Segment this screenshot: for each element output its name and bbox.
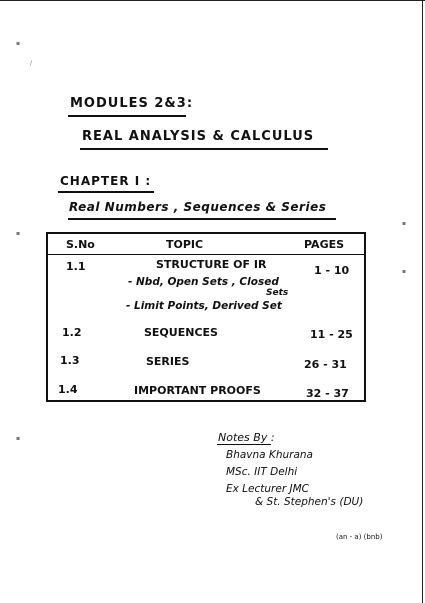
author-institution: & St. Stephen's (DU) bbox=[255, 496, 364, 508]
page-right-border bbox=[422, 0, 423, 603]
chapter-underline bbox=[58, 191, 154, 193]
row-sno: 1.1 bbox=[66, 260, 86, 273]
row-pages: 11 - 25 bbox=[310, 328, 353, 341]
header-sno: S.No bbox=[66, 238, 95, 251]
row-sno: 1.2 bbox=[62, 326, 82, 339]
author-position: Ex Lecturer JMC bbox=[226, 483, 309, 495]
stray-mark: ▪ bbox=[402, 268, 407, 275]
contents-table bbox=[46, 232, 366, 402]
row-topic: SERIES bbox=[146, 355, 190, 368]
chapter-label: CHAPTER I : bbox=[60, 174, 152, 188]
chapter-title: Real Numbers , Sequences & Series bbox=[69, 200, 327, 214]
stray-mark: ▪ bbox=[16, 40, 21, 47]
row-topic: IMPORTANT PROOFS bbox=[134, 384, 261, 397]
header-pages: PAGES bbox=[304, 238, 345, 251]
author-degree: MSc. IIT Delhi bbox=[226, 466, 298, 478]
modules-underline bbox=[68, 115, 186, 117]
row-subtopic: - Nbd, Open Sets , Closed bbox=[128, 276, 279, 288]
row-subtopic-cont: Sets bbox=[266, 288, 289, 298]
row-pages: 1 - 10 bbox=[314, 264, 350, 277]
notes-by-underline bbox=[217, 444, 271, 445]
row-subtopic: - Limit Points, Derived Set bbox=[126, 300, 282, 312]
stray-mark: ▪ bbox=[16, 230, 21, 237]
row-pages: 32 - 37 bbox=[306, 387, 349, 400]
chapter-title-underline bbox=[68, 218, 336, 220]
row-sno: 1.4 bbox=[58, 383, 78, 396]
stray-mark: ▪ bbox=[402, 220, 407, 227]
page-top-border bbox=[0, 0, 425, 1]
row-sno: 1.3 bbox=[60, 354, 80, 367]
author-name: Bhavna Khurana bbox=[226, 449, 313, 461]
header-topic: TOPIC bbox=[166, 238, 204, 251]
notes-by-label: Notes By : bbox=[218, 431, 275, 444]
stray-mark: ▪ bbox=[16, 435, 21, 442]
margin-note: (an - a) (bnb) bbox=[336, 533, 383, 541]
row-topic: STRUCTURE OF IR bbox=[156, 258, 267, 271]
course-underline bbox=[80, 148, 328, 150]
row-topic: SEQUENCES bbox=[144, 326, 218, 339]
modules-heading: MODULES 2&3: bbox=[70, 96, 194, 111]
header-rule bbox=[48, 254, 364, 255]
stray-mark: / bbox=[30, 60, 33, 67]
course-title: REAL ANALYSIS & CALCULUS bbox=[82, 129, 315, 144]
row-pages: 26 - 31 bbox=[304, 358, 347, 371]
